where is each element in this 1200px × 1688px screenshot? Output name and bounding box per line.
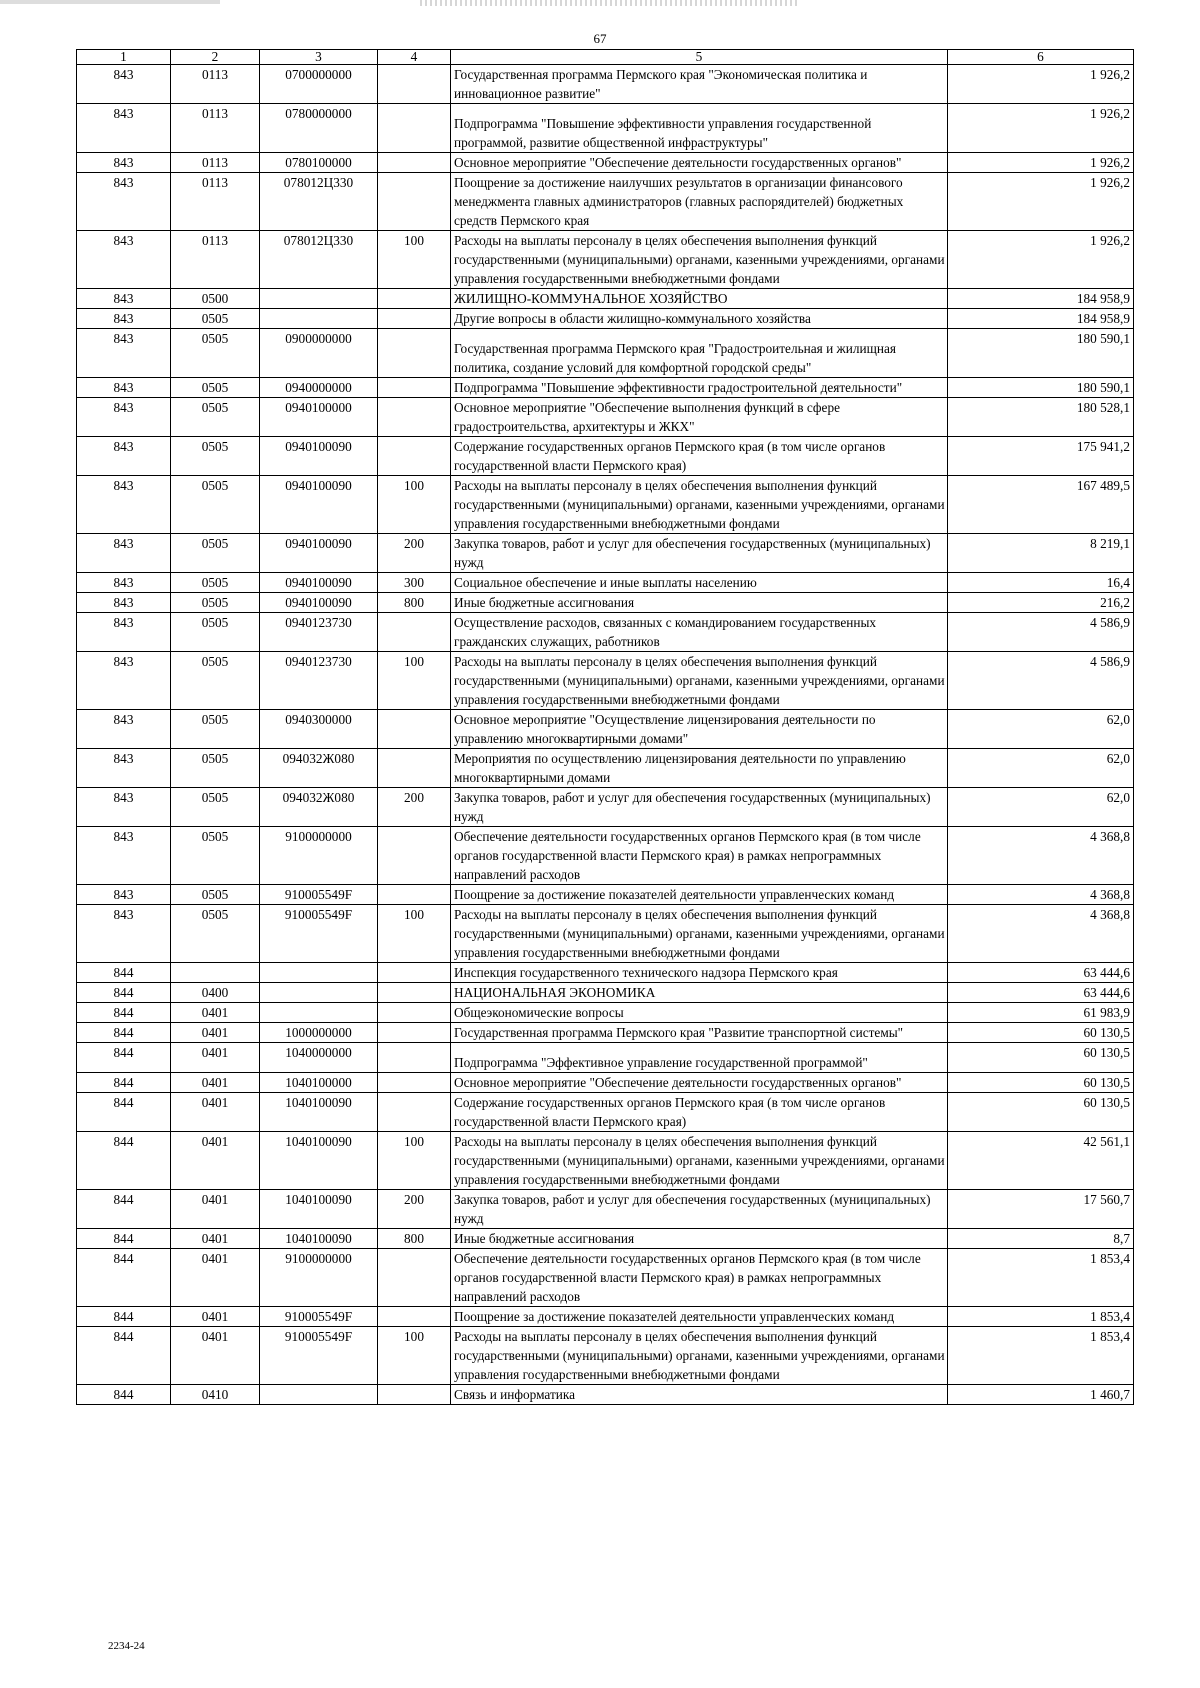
cell-section-code: 0401 [171, 1043, 260, 1073]
cell-target-code: 1040100090 [260, 1190, 378, 1229]
cell-ministry-code: 844 [77, 1073, 171, 1093]
cell-ministry-code: 843 [77, 231, 171, 289]
cell-section-code: 0401 [171, 1093, 260, 1132]
cell-target-code: 0940100090 [260, 573, 378, 593]
table-row [77, 1229, 1134, 1249]
cell-ministry-code: 843 [77, 710, 171, 749]
cell-section-code: 0505 [171, 437, 260, 476]
cell-target-code: 0900000000 [260, 329, 378, 378]
cell-name: Другие вопросы в области жилищно-коммунального хозяйства [451, 309, 948, 329]
cell-target-code: 1040100090 [260, 1093, 378, 1132]
cell-ministry-code: 843 [77, 827, 171, 885]
cell-name: Подпрограмма "Повышение эффективности управления государственной программой, развитие общественной инфраструктуры" [451, 104, 948, 153]
cell-amount: 16,4 [948, 573, 1134, 593]
cell-name: НАЦИОНАЛЬНАЯ ЭКОНОМИКА [451, 983, 948, 1003]
cell-section-code: 0505 [171, 329, 260, 378]
cell-expense-type [378, 329, 451, 378]
cell-name: Подпрограмма "Повышение эффективности градостроительной деятельности" [451, 378, 948, 398]
table-row [77, 1327, 1134, 1385]
cell-amount: 42 561,1 [948, 1132, 1134, 1190]
cell-amount: 60 130,5 [948, 1023, 1134, 1043]
cell-name: Поощрение за достижение наилучших результатов в организации финансового менеджмента главных администраторов (главных распорядителей) бюджетных средств Пермского края [451, 173, 948, 231]
cell-expense-type [378, 173, 451, 231]
cell-section-code: 0505 [171, 593, 260, 613]
cell-target-code: 094032Ж080 [260, 749, 378, 788]
cell-section-code: 0505 [171, 476, 260, 534]
cell-expense-type [378, 749, 451, 788]
cell-section-code: 0505 [171, 398, 260, 437]
cell-amount: 1 460,7 [948, 1385, 1134, 1405]
cell-section-code [171, 963, 260, 983]
table-row [77, 788, 1134, 827]
table-row [77, 231, 1134, 289]
cell-section-code: 0505 [171, 885, 260, 905]
cell-name: Общеэкономические вопросы [451, 1003, 948, 1023]
table-row [77, 827, 1134, 885]
cell-ministry-code: 844 [77, 983, 171, 1003]
cell-section-code: 0113 [171, 104, 260, 153]
cell-target-code: 0780100000 [260, 153, 378, 173]
cell-target-code: 0940100090 [260, 437, 378, 476]
cell-section-code: 0505 [171, 309, 260, 329]
cell-amount: 60 130,5 [948, 1043, 1134, 1073]
cell-section-code: 0401 [171, 1307, 260, 1327]
table-body [77, 65, 1134, 1405]
table-row [77, 1249, 1134, 1307]
header-row [77, 50, 1134, 65]
cell-section-code: 0505 [171, 788, 260, 827]
document-code: 2234-24 [108, 1640, 145, 1652]
cell-amount: 184 958,9 [948, 309, 1134, 329]
cell-expense-type [378, 65, 451, 104]
cell-expense-type [378, 398, 451, 437]
cell-name: Поощрение за достижение показателей деятельности управленческих команд [451, 885, 948, 905]
cell-name: Осуществление расходов, связанных с командированием государственных гражданских служащих, работников [451, 613, 948, 652]
cell-target-code [260, 963, 378, 983]
cell-section-code: 0505 [171, 613, 260, 652]
cell-target-code: 078012Ц330 [260, 173, 378, 231]
cell-section-code: 0113 [171, 153, 260, 173]
cell-expense-type [378, 1307, 451, 1327]
cell-amount: 60 130,5 [948, 1073, 1134, 1093]
cell-expense-type [378, 1385, 451, 1405]
cell-expense-type [378, 710, 451, 749]
cell-section-code: 0500 [171, 289, 260, 309]
cell-section-code: 0505 [171, 827, 260, 885]
cell-name: Государственная программа Пермского края "Экономическая политика и инновационное развитие" [451, 65, 948, 104]
table-row [77, 749, 1134, 788]
cell-section-code: 0113 [171, 231, 260, 289]
cell-amount: 17 560,7 [948, 1190, 1134, 1229]
cell-target-code: 9100000000 [260, 1249, 378, 1307]
cell-name: Содержание государственных органов Пермского края (в том числе органов государственной власти Пермского края) [451, 1093, 948, 1132]
cell-expense-type [378, 104, 451, 153]
cell-section-code: 0505 [171, 710, 260, 749]
col-header-4: 4 [378, 50, 451, 65]
cell-expense-type [378, 983, 451, 1003]
cell-amount: 4 586,9 [948, 652, 1134, 710]
table-row [77, 905, 1134, 963]
cell-amount: 8 219,1 [948, 534, 1134, 573]
cell-expense-type: 100 [378, 652, 451, 710]
cell-amount: 62,0 [948, 710, 1134, 749]
cell-target-code: 1040100000 [260, 1073, 378, 1093]
cell-target-code: 0700000000 [260, 65, 378, 104]
cell-ministry-code: 843 [77, 905, 171, 963]
cell-name: Социальное обеспечение и иные выплаты населению [451, 573, 948, 593]
cell-amount: 180 590,1 [948, 329, 1134, 378]
cell-target-code: 078012Ц330 [260, 231, 378, 289]
table-row [77, 652, 1134, 710]
cell-expense-type: 300 [378, 573, 451, 593]
cell-ministry-code: 843 [77, 437, 171, 476]
cell-amount: 1 853,4 [948, 1327, 1134, 1385]
cell-ministry-code: 843 [77, 573, 171, 593]
cell-amount: 4 368,8 [948, 885, 1134, 905]
table-row [77, 983, 1134, 1003]
cell-expense-type [378, 309, 451, 329]
cell-section-code: 0400 [171, 983, 260, 1003]
cell-section-code: 0401 [171, 1190, 260, 1229]
cell-expense-type [378, 1023, 451, 1043]
cell-ministry-code: 843 [77, 309, 171, 329]
cell-target-code [260, 289, 378, 309]
cell-target-code: 0940300000 [260, 710, 378, 749]
cell-ministry-code: 843 [77, 652, 171, 710]
table-row [77, 437, 1134, 476]
cell-amount: 61 983,9 [948, 1003, 1134, 1023]
cell-target-code: 0940100090 [260, 534, 378, 573]
cell-amount: 1 926,2 [948, 104, 1134, 153]
table-row [77, 309, 1134, 329]
cell-name: Расходы на выплаты персоналу в целях обеспечения выполнения функций государственными (муниципальными) органами, казенными учреждениями, органами управления государственными внебюджетными фондами [451, 476, 948, 534]
cell-ministry-code: 843 [77, 749, 171, 788]
table-row [77, 476, 1134, 534]
cell-expense-type [378, 437, 451, 476]
cell-section-code: 0401 [171, 1229, 260, 1249]
page-number: 67 [593, 31, 607, 46]
cell-ministry-code: 844 [77, 1249, 171, 1307]
cell-ministry-code: 843 [77, 593, 171, 613]
cell-name: Расходы на выплаты персоналу в целях обеспечения выполнения функций государственными (муниципальными) органами, казенными учреждениями, органами управления государственными внебюджетными фондами [451, 652, 948, 710]
cell-expense-type [378, 289, 451, 309]
cell-amount: 4 368,8 [948, 827, 1134, 885]
cell-ministry-code: 844 [77, 1132, 171, 1190]
cell-target-code [260, 309, 378, 329]
cell-name: Мероприятия по осуществлению лицензирования деятельности по управлению многоквартирными домами [451, 749, 948, 788]
table-row [77, 573, 1134, 593]
cell-expense-type [378, 153, 451, 173]
table-row [77, 1003, 1134, 1023]
cell-amount: 1 926,2 [948, 231, 1134, 289]
table-row [77, 593, 1134, 613]
cell-target-code [260, 1003, 378, 1023]
cell-name: Подпрограмма "Эффективное управление государственной программой" [451, 1043, 948, 1073]
cell-name: Обеспечение деятельности государственных органов Пермского края (в том числе органов государственной власти Пермского края) в рамках непрограммных направлений расходов [451, 827, 948, 885]
cell-amount: 63 444,6 [948, 963, 1134, 983]
cell-ministry-code: 843 [77, 534, 171, 573]
cell-amount: 180 590,1 [948, 378, 1134, 398]
cell-expense-type: 800 [378, 593, 451, 613]
cell-expense-type [378, 613, 451, 652]
cell-expense-type [378, 378, 451, 398]
cell-amount: 63 444,6 [948, 983, 1134, 1003]
table-row [77, 1190, 1134, 1229]
cell-target-code: 0780000000 [260, 104, 378, 153]
cell-name: Иные бюджетные ассигнования [451, 1229, 948, 1249]
cell-ministry-code: 843 [77, 104, 171, 153]
col-header-1: 1 [77, 50, 171, 65]
cell-target-code: 0940123730 [260, 652, 378, 710]
cell-section-code: 0505 [171, 378, 260, 398]
cell-name: Закупка товаров, работ и услуг для обеспечения государственных (муниципальных) нужд [451, 1190, 948, 1229]
cell-expense-type [378, 1073, 451, 1093]
table-row [77, 1023, 1134, 1043]
cell-target-code: 0940100090 [260, 593, 378, 613]
col-header-6: 6 [948, 50, 1134, 65]
cell-name: Расходы на выплаты персоналу в целях обеспечения выполнения функций государственными (муниципальными) органами, казенными учреждениями, органами управления государственными внебюджетными фондами [451, 1327, 948, 1385]
cell-target-code: 094032Ж080 [260, 788, 378, 827]
col-header-3: 3 [260, 50, 378, 65]
cell-target-code: 1000000000 [260, 1023, 378, 1043]
cell-amount: 167 489,5 [948, 476, 1134, 534]
cell-ministry-code: 844 [77, 1327, 171, 1385]
cell-expense-type: 200 [378, 1190, 451, 1229]
cell-target-code: 1040100090 [260, 1229, 378, 1249]
cell-ministry-code: 844 [77, 1093, 171, 1132]
cell-target-code: 0940123730 [260, 613, 378, 652]
cell-ministry-code: 844 [77, 1385, 171, 1405]
cell-ministry-code: 843 [77, 885, 171, 905]
cell-name: Инспекция государственного технического надзора Пермского края [451, 963, 948, 983]
cell-ministry-code: 844 [77, 1043, 171, 1073]
cell-target-code [260, 1385, 378, 1405]
table-row [77, 378, 1134, 398]
table-row [77, 1043, 1134, 1073]
cell-name: Основное мероприятие "Обеспечение деятельности государственных органов" [451, 153, 948, 173]
cell-section-code: 0401 [171, 1249, 260, 1307]
cell-expense-type [378, 963, 451, 983]
cell-amount: 175 941,2 [948, 437, 1134, 476]
cell-section-code: 0505 [171, 905, 260, 963]
table-row [77, 963, 1134, 983]
cell-ministry-code: 843 [77, 398, 171, 437]
cell-amount: 216,2 [948, 593, 1134, 613]
cell-name: Основное мероприятие "Обеспечение выполнения функций в сфере градостроительства, архитектуры и ЖКХ" [451, 398, 948, 437]
cell-target-code: 1040000000 [260, 1043, 378, 1073]
cell-target-code: 910005549F [260, 1327, 378, 1385]
cell-name: Поощрение за достижение показателей деятельности управленческих команд [451, 1307, 948, 1327]
cell-expense-type: 200 [378, 534, 451, 573]
cell-target-code: 0940100000 [260, 398, 378, 437]
cell-expense-type: 100 [378, 1327, 451, 1385]
cell-section-code: 0410 [171, 1385, 260, 1405]
cell-section-code: 0401 [171, 1327, 260, 1385]
cell-ministry-code: 844 [77, 1023, 171, 1043]
cell-amount: 1 926,2 [948, 153, 1134, 173]
table-row [77, 534, 1134, 573]
table-row [77, 1307, 1134, 1327]
table-row [77, 173, 1134, 231]
cell-expense-type: 200 [378, 788, 451, 827]
table-row [77, 1132, 1134, 1190]
cell-target-code: 0940000000 [260, 378, 378, 398]
cell-name: Основное мероприятие "Осуществление лицензирования деятельности по управлению многоквартирными домами" [451, 710, 948, 749]
cell-expense-type: 100 [378, 231, 451, 289]
budget-table [76, 49, 1134, 1405]
cell-expense-type [378, 1043, 451, 1073]
cell-target-code [260, 983, 378, 1003]
col-header-5: 5 [451, 50, 948, 65]
table-row [77, 1385, 1134, 1405]
cell-name: Иные бюджетные ассигнования [451, 593, 948, 613]
cell-expense-type [378, 1249, 451, 1307]
cell-ministry-code: 844 [77, 1190, 171, 1229]
cell-section-code: 0505 [171, 652, 260, 710]
cell-amount: 1 853,4 [948, 1249, 1134, 1307]
cell-ministry-code: 843 [77, 173, 171, 231]
cell-name: Обеспечение деятельности государственных органов Пермского края (в том числе органов государственной власти Пермского края) в рамках непрограммных направлений расходов [451, 1249, 948, 1307]
cell-expense-type: 100 [378, 476, 451, 534]
cell-ministry-code: 844 [77, 1229, 171, 1249]
table-row [77, 710, 1134, 749]
cell-ministry-code: 843 [77, 153, 171, 173]
cell-ministry-code: 843 [77, 289, 171, 309]
col-header-2: 2 [171, 50, 260, 65]
cell-name: Основное мероприятие "Обеспечение деятельности государственных органов" [451, 1073, 948, 1093]
cell-ministry-code: 843 [77, 788, 171, 827]
cell-expense-type [378, 885, 451, 905]
scan-artifact-corner [0, 0, 220, 4]
cell-ministry-code: 844 [77, 963, 171, 983]
cell-amount: 4 368,8 [948, 905, 1134, 963]
table-row [77, 104, 1134, 153]
cell-amount: 1 926,2 [948, 65, 1134, 104]
cell-target-code: 1040100090 [260, 1132, 378, 1190]
cell-ministry-code: 844 [77, 1307, 171, 1327]
cell-ministry-code: 843 [77, 329, 171, 378]
cell-section-code: 0401 [171, 1003, 260, 1023]
cell-target-code: 0940100090 [260, 476, 378, 534]
cell-name: ЖИЛИЩНО-КОММУНАЛЬНОЕ ХОЗЯЙСТВО [451, 289, 948, 309]
cell-name: Расходы на выплаты персоналу в целях обеспечения выполнения функций государственными (муниципальными) органами, казенными учреждениями, органами управления государственными внебюджетными фондами [451, 905, 948, 963]
cell-expense-type: 100 [378, 1132, 451, 1190]
cell-expense-type [378, 1003, 451, 1023]
scan-artifact-top [420, 0, 800, 6]
cell-section-code: 0505 [171, 534, 260, 573]
cell-name: Государственная программа Пермского края "Градостроительная и жилищная политика, создание условий для комфортной городской среды" [451, 329, 948, 378]
cell-name: Связь и информатика [451, 1385, 948, 1405]
cell-expense-type [378, 827, 451, 885]
cell-target-code: 910005549F [260, 905, 378, 963]
cell-name: Закупка товаров, работ и услуг для обеспечения государственных (муниципальных) нужд [451, 788, 948, 827]
cell-section-code: 0401 [171, 1132, 260, 1190]
cell-amount: 8,7 [948, 1229, 1134, 1249]
cell-target-code: 910005549F [260, 1307, 378, 1327]
cell-section-code: 0113 [171, 173, 260, 231]
cell-expense-type [378, 1093, 451, 1132]
cell-ministry-code: 843 [77, 65, 171, 104]
cell-amount: 4 586,9 [948, 613, 1134, 652]
cell-amount: 62,0 [948, 788, 1134, 827]
table-row [77, 329, 1134, 378]
cell-amount: 60 130,5 [948, 1093, 1134, 1132]
cell-name: Содержание государственных органов Пермского края (в том числе органов государственной власти Пермского края) [451, 437, 948, 476]
cell-section-code: 0505 [171, 749, 260, 788]
table-row [77, 1073, 1134, 1093]
cell-amount: 1 853,4 [948, 1307, 1134, 1327]
cell-section-code: 0401 [171, 1073, 260, 1093]
cell-ministry-code: 843 [77, 476, 171, 534]
cell-ministry-code: 843 [77, 613, 171, 652]
cell-section-code: 0401 [171, 1023, 260, 1043]
cell-ministry-code: 843 [77, 378, 171, 398]
cell-name: Расходы на выплаты персоналу в целях обеспечения выполнения функций государственными (муниципальными) органами, казенными учреждениями, органами управления государственными внебюджетными фондами [451, 1132, 948, 1190]
cell-amount: 62,0 [948, 749, 1134, 788]
table-row [77, 289, 1134, 309]
cell-expense-type: 800 [378, 1229, 451, 1249]
cell-name: Закупка товаров, работ и услуг для обеспечения государственных (муниципальных) нужд [451, 534, 948, 573]
table-row [77, 398, 1134, 437]
table-row [77, 613, 1134, 652]
cell-amount: 1 926,2 [948, 173, 1134, 231]
cell-expense-type: 100 [378, 905, 451, 963]
table-row [77, 153, 1134, 173]
table-row [77, 1093, 1134, 1132]
cell-name: Государственная программа Пермского края "Развитие транспортной системы" [451, 1023, 948, 1043]
cell-amount: 184 958,9 [948, 289, 1134, 309]
cell-name: Расходы на выплаты персоналу в целях обеспечения выполнения функций государственными (муниципальными) органами, казенными учреждениями, органами управления государственными внебюджетными фондами [451, 231, 948, 289]
cell-target-code: 910005549F [260, 885, 378, 905]
cell-target-code: 9100000000 [260, 827, 378, 885]
cell-ministry-code: 844 [77, 1003, 171, 1023]
cell-amount: 180 528,1 [948, 398, 1134, 437]
cell-section-code: 0113 [171, 65, 260, 104]
cell-section-code: 0505 [171, 573, 260, 593]
table-row [77, 65, 1134, 104]
table-row [77, 885, 1134, 905]
